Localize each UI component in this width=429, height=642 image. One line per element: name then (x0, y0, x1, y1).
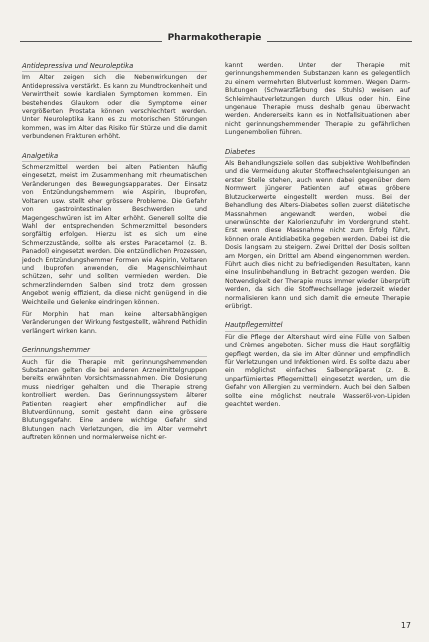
paragraph: Als Behandlungsziele sollen das subjektive Wohlbefinden und die Vermeidung akuter Stoffwechselentgleisungen an erster Stelle stehen, auch wenn dabei gegenüber dem Normwert jüngerer Patienten auf etwas gröbere Blutzuckerwerte eingestellt werden muss. Bei der Behandlung des Alters-Diabetes sollen zuerst diätetische Massnahmen angewandt werden, wobei die unerwünschte der Kalorienzufuhr im Vordergrund steht. Erst wenn diese Massnahme nicht zum Erfolg führt, können orale Antidiabetika gegeben werden. Dabei ist die Dosis langsam zu steigern. Zwei Drittel der Dosis sollten am Morgen, ein Drittel am Abend eingenommen werden. Führt auch dies nicht zu befriedigenden Resultaten, kann eine Insulinbehandlung in Betracht gezogen werden. Die Notwendigkeit der Therapie muss immer wieder überprüft werden, da sich die Stoffwechsellage jederzeit wieder normalisieren kann und sich damit die erneute Therapie erübrigt. (225, 160, 410, 310)
section-title: Hautpflegemittel (225, 321, 410, 331)
section-analgetika (22, 152, 207, 337)
paragraph: Für die Pflege der Altershaut wird eine Fülle von Salben und Crèmes angeboten. Sicher muss die Haut sorgfältig gepflegt werden, da sie im Alter dünner und empfindlich für Verletzungen und Infektionen wird. Es sollte dazu aber ein möglichst einfaches Salbenpräparat (z. B. unparfümiertes Pflegemittel) eingesetzt werden, um die Gefahr von Allergien zu vermindern. Auch bei den Salben sollte eine möglichst neutrale Wasseröl-von-Lipiden geachtet werden. (225, 333, 410, 409)
section-title: Gerinnungshemmer (22, 346, 207, 356)
left-column (22, 62, 207, 453)
section-title: Diabetes (225, 148, 410, 158)
page-header (0, 33, 429, 43)
paragraph: kannt werden. Unter der Therapie mit gerinnungshemmenden Substanzen kann es gelegentlich zu einem vermehrten Blutverlust kommen. Wegen Darm-Blutungen (Schwarzfärbung des Stuhls) weisen auf Schleimhautverletzungen durch Ulkus oder hin. Eine ungenaue Therapie muss deshalb genau überwacht werden. Andererseits kann es in Notfallsituationen aber nicht gerinnungshemmender Therapie zu gefährlichen Lungenembolien führen. (225, 62, 410, 137)
section-hautpflegemittel (225, 321, 410, 409)
section-title: Antidepressiva und Neuroleptika (22, 62, 207, 72)
paragraph: Auch für die Therapie mit gerinnungshemmenden Substanzen gelten die bei anderen Arzneimittelgruppen bereits erwähnten Vorsichtsmassnahmen. Die Dosierung muss niedriger gehalten und die Therapie streng kontrolliert werden. Das Gerinnungssystem älterer Patienten reagiert eher empfindlicher auf die Blutverdünnung, somit gesteht dann eine grössere Blutungsgefahr. Eine andere wichtige Gefahr sind Blutungen nach Verletzungen, die im Alter vermehrt auftreten können und normalerweise nicht er- (22, 358, 207, 442)
section-continuation (225, 62, 410, 138)
header-title: Pharmakotherapie (162, 33, 268, 43)
right-column (225, 62, 410, 419)
page-number: 17 (400, 621, 411, 630)
paragraph: Schmerzmittel werden bei alten Patienten häufig eingesetzt, meist im Zusammenhang mit rheumatischen Veränderungen des Bewegungsapparates. Der Einsatz von Entzündungshemmern wie Aspirin, Ibuprofen, Voltaren usw. stellt eher grössere Probleme. Die Gefahr von gastrointestinalen Beschwerden und Magengeschwüren ist im Alter erhöht. Generell sollte die Wahl der entsprechenden Schmerzmittel besonders sorgfältig erfolgen. Hierzu ist es sich um eine Schmerzzustände, sollte als erstes Paracetamol (z. B. Panadol) eingesetzt werden. Die entzündlichen Prozessen, jedoch Entzündungshemmer Formen wie Aspirin, Voltaren und Ibuprofen anwenden, die Magenschleimhaut schützen, sehr und sollten vermieden werden. Die schmerzlindernden Salben sind trotz dem grossen Angebot wenig effizient, da diese nicht genügend in die Weichteile und Gelenke eindringen können. (22, 164, 207, 306)
section-diabetes (225, 148, 410, 312)
paragraph: Für Morphin hat man keine altersabhängigen Veränderungen der Wirkung festgestellt, während Pethidin verlängert wirken kann. (22, 310, 207, 335)
section-gerinnungshemmer (22, 346, 207, 442)
paragraph: Im Alter zeigen sich die Nebenwirkungen der Antidepressiva verstärkt. Es kann zu Mundtrockenheit und Verwirrtheit sowie kardialen Symptomen kommen. Ein bestehendes Glaukom oder die Symptome einer vergrößerten Prostata können verschlechtert werden. Unter Neuroleptika kann es zu motorischen Störungen kommen, was im Alter das Risiko für Stürze und die damit verbundenen Frakturen erhöht. (22, 74, 207, 141)
section-antidepressiva (22, 62, 207, 142)
section-title: Analgetika (22, 152, 207, 162)
